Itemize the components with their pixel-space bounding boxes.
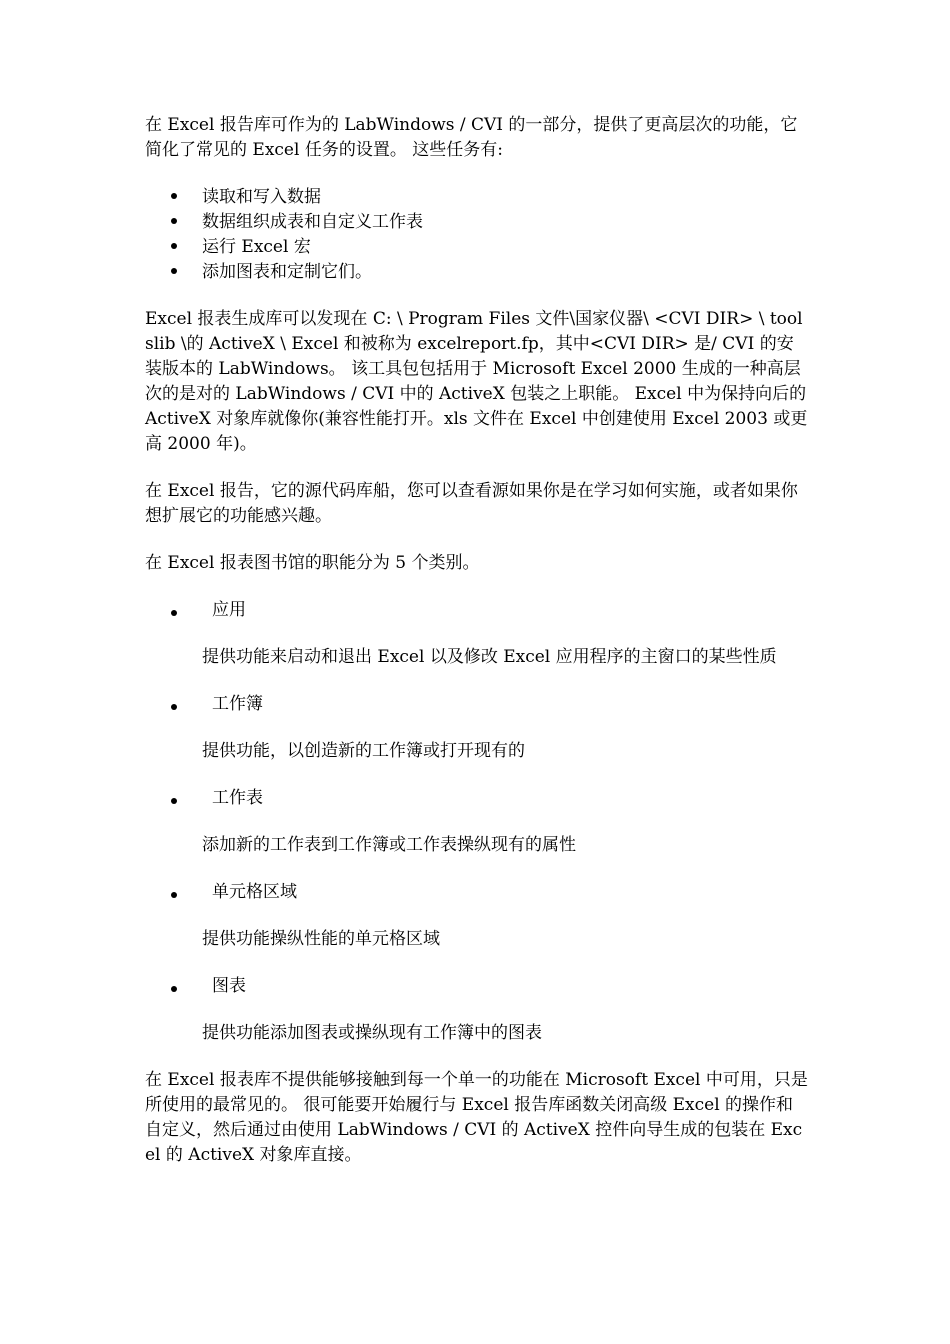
category-item — [145, 786, 810, 858]
bullet-icon — [171, 704, 177, 710]
category-description: 提供功能来启动和退出 Excel 以及修改 Excel 应用程序的主窗口的某些性质 — [202, 647, 777, 667]
list-item: 运行 Excel 宏 — [145, 235, 810, 260]
document-body — [145, 113, 810, 1190]
category-description: 添加新的工作表到工作簿或工作表操纵现有的属性 — [202, 835, 576, 855]
list-item: 数据组织成表和自定义工作表 — [145, 210, 810, 235]
closing-paragraph: 在 Excel 报表库不提供能够接触到每一个单一的功能在 Microsoft Excel 中可用，只是所使用的最常见的。 很可能要开始履行与 Excel 报告库函数关闭高级 Excel 的操作和自定义，然后通过由使用 LabWindows / CVI 的 ActiveX 控件向导生成的包装在 Excel 的 ActiveX 对象库直接。 — [145, 1070, 808, 1165]
category-item — [145, 974, 810, 1046]
category-title: 应用 — [212, 600, 246, 620]
list-item: 读取和写入数据 — [145, 185, 810, 210]
bullet-icon — [171, 986, 177, 992]
location-paragraph: Excel 报表生成库可以发现在 C: \ Program Files 文件\国家仪器\ <CVI DIR> \ toolslib \的 ActiveX \ Excel 和被称为 excelreport.fp，其中<CVI DIR> 是/ CVI 的安装版本的 LabWindows。 该工具包包括用于 Microsoft Excel 2000 生成的一种高层次的是对的 LabWindows / CVI 中的 ActiveX 包装之上职能。 Excel 中为保持向后的 ActiveX 对象库就像你(兼容性能打开。xls 文件在 Excel 中创建使用 Excel 2003 或更高 2000 年)。 — [145, 309, 808, 454]
source-paragraph: 在 Excel 报告，它的源代码库船，您可以查看源如果你是在学习如何实施，或者如果你想扩展它的功能感兴趣。 — [145, 481, 798, 526]
bullet-icon — [171, 218, 177, 224]
category-title: 单元格区域 — [212, 882, 297, 902]
bullet-icon — [171, 610, 177, 616]
intro-paragraph: 在 Excel 报告库可作为的 LabWindows / CVI 的一部分，提供了更高层次的功能，它简化了常见的 Excel 任务的设置。 这些任务有: — [145, 115, 798, 160]
category-item — [145, 880, 810, 952]
category-title: 图表 — [212, 976, 246, 996]
list-item: 添加图表和定制它们。 — [145, 260, 810, 285]
category-item — [145, 692, 810, 764]
category-description: 提供功能，以创造新的工作簿或打开现有的 — [202, 741, 525, 761]
category-title: 工作簿 — [212, 694, 263, 714]
category-item — [145, 598, 810, 670]
category-description: 提供功能添加图表或操纵现有工作簿中的图表 — [202, 1023, 542, 1043]
categories-intro: 在 Excel 报表图书馆的职能分为 5 个类别。 — [145, 553, 480, 573]
category-title: 工作表 — [212, 788, 263, 808]
bullet-icon — [171, 193, 177, 199]
bullet-icon — [171, 892, 177, 898]
bullet-icon — [171, 243, 177, 249]
bullet-icon — [171, 268, 177, 274]
task-list — [145, 185, 810, 285]
bullet-icon — [171, 798, 177, 804]
category-description: 提供功能操纵性能的单元格区域 — [202, 929, 440, 949]
